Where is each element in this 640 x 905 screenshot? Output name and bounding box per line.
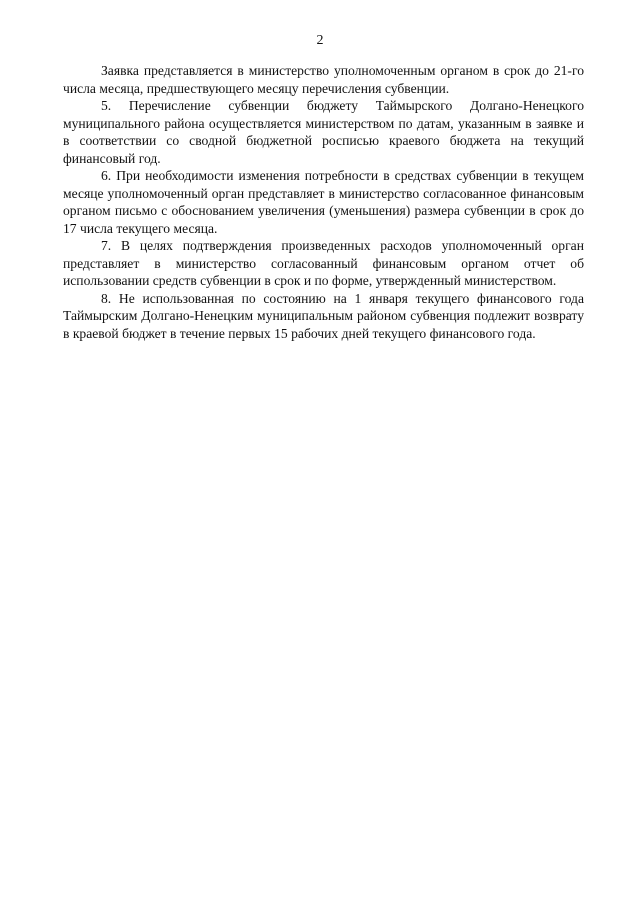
paragraph-8-refund: 8. Не использованная по состоянию на 1 января текущего финансового года Таймырским Долгано-Ненецким муниципальным районом субвенция подлежит возврату в краевой бюджет в течение первых 15 рабочих дней текущего финансового года. (63, 290, 584, 341)
page-number: 2 (316, 33, 324, 48)
paragraph-application-deadline: Заявка представляется в министерство уполномоченным органом в срок до 21-го числа месяца, предшествующего месяцу перечисления субвенции. (63, 63, 584, 96)
document-body (63, 62, 584, 342)
paragraph-7-report: 7. В целях подтверждения произведенных расходов уполномоченный орган представляет в министерство согласованный финансовым органом отчет об использовании средств субвенции в срок и по форме, утвержденный министерством. (63, 238, 584, 288)
paragraph-5-transfer: 5. Перечисление субвенции бюджету Таймырского Долгано-Ненецкого муниципального района осуществляется министерством по датам, указанным в заявке и в соответствии со сводной бюджетной росписью краевого бюджета на текущий финансовый год. (63, 98, 584, 166)
paragraph-6-change-request: 6. При необходимости изменения потребности в средствах субвенции в текущем месяце уполномоченный орган представляет в министерство согласованное финансовым органом письмо с обоснованием увеличения (уменьшения) размера субвенции в срок до 17 числа текущего месяца. (63, 168, 584, 236)
